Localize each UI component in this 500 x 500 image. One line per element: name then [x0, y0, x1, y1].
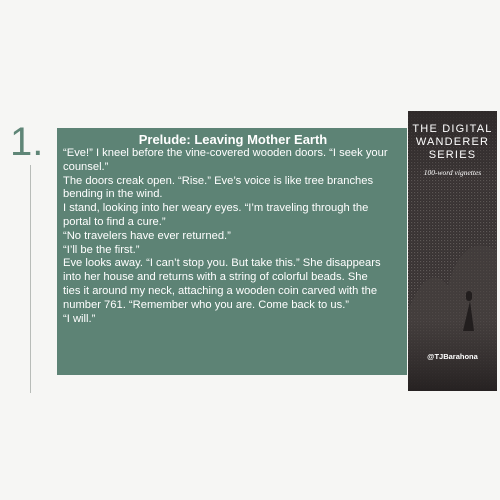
vignette-number: 1.	[10, 120, 44, 164]
cover-title-line: THE DIGITAL	[412, 123, 493, 135]
vignette-line: Eve looks away. “I can’t stop you. But take this.” She disappears	[63, 257, 381, 270]
vignette-line: “No travelers have ever returned.”	[63, 229, 231, 242]
vignette-line: “I will.”	[63, 312, 96, 325]
vignette-line: “I’ll be the first.”	[63, 243, 140, 256]
cover-subtitle: 100-word vignettes	[423, 168, 482, 177]
author-handle: @TJBarahona	[427, 352, 478, 361]
cover-title	[408, 123, 497, 162]
book-cover	[408, 111, 497, 391]
vignette-line: The doors creak open. “Rise.” Eve’s voice is like tree branches	[63, 174, 374, 187]
vignette-title: Prelude: Leaving Mother Earth	[138, 132, 328, 147]
vertical-divider	[30, 165, 31, 393]
vignette-line: number 761. “Remember who you are. Come back to us.”	[63, 298, 350, 311]
vignette-line: into her house and returns with a string of colorful beads. She	[63, 271, 368, 284]
vignette-line: bending in the wind.	[63, 188, 163, 201]
vignette-line: portal to find a cure.”	[63, 215, 166, 228]
vignette-line: ties it around my neck, attaching a wooden coin carved with the	[63, 284, 378, 297]
vignette-line: counsel.”	[63, 160, 109, 173]
vignette-panel	[57, 128, 407, 375]
vignette-line: I stand, looking into her weary eyes. “I’m traveling through the	[63, 202, 369, 215]
vignette-line: “Eve!” I kneel before the vine-covered wooden doors. “I seek your	[63, 147, 388, 159]
cover-title-line: WANDERER	[415, 136, 490, 148]
cover-title-line: SERIES	[428, 149, 477, 161]
